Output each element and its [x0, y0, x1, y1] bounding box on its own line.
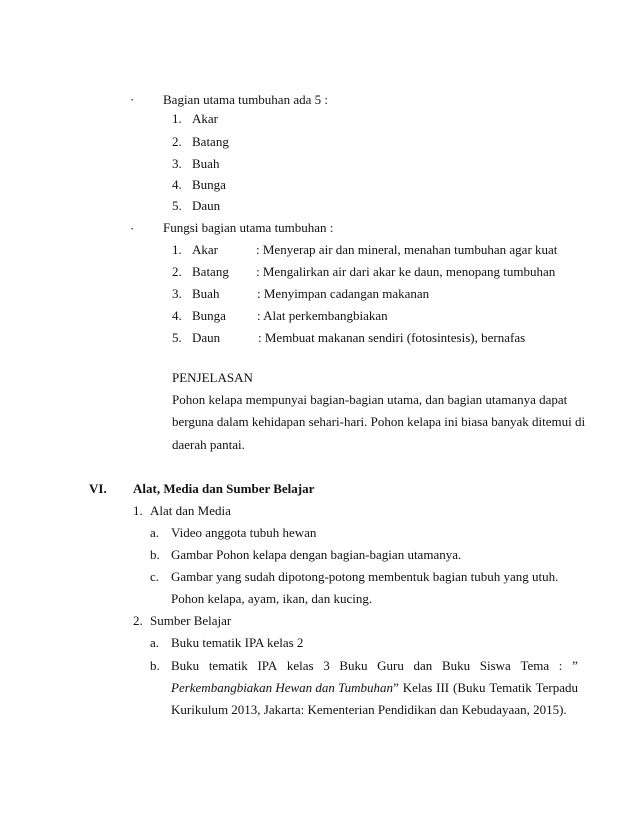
explanation-title: PENJELASAN: [172, 370, 253, 385]
list-item-letter: b.: [150, 658, 160, 673]
word: :: [558, 658, 563, 673]
list-item-number: 5.: [172, 330, 182, 345]
subsection-title: Alat dan Media: [150, 503, 231, 518]
word: ”: [572, 658, 578, 673]
list-item-letter: a.: [150, 635, 160, 650]
reference-line-1: [171, 658, 578, 674]
word: ”: [393, 680, 399, 695]
bullet-heading-functions: Fungsi bagian utama tumbuhan :: [163, 220, 334, 235]
explanation-line: daerah pantai.: [172, 437, 245, 452]
list-item: Gambar Pohon kelapa dengan bagian-bagian utamanya.: [171, 547, 462, 562]
list-item: Buah: [192, 156, 220, 171]
list-item: Bunga: [192, 177, 226, 192]
function-description: : Alat perkembangbiakan: [257, 308, 388, 323]
list-item-continuation: Pohon kelapa, ayam, ikan, dan kucing.: [171, 591, 373, 606]
word: (Buku: [452, 680, 486, 695]
word: Siswa: [479, 658, 511, 673]
function-description: : Mengalirkan air dari akar ke daun, menopang tumbuhan: [256, 264, 556, 279]
list-item-number: 2.: [172, 134, 182, 149]
bullet-marker: ·: [130, 221, 135, 236]
reference-line-2: [171, 680, 578, 696]
bullet-heading-parts: Bagian utama tumbuhan ada 5 :: [163, 92, 328, 107]
explanation-line: berguna dalam kehidapan sehari-hari. Pohon kelapa ini biasa banyak ditemui di: [172, 414, 586, 429]
list-item-number: 4.: [172, 177, 182, 192]
word: Kelas: [402, 680, 433, 695]
function-term: Batang: [192, 264, 229, 279]
word: IPA: [257, 658, 278, 673]
function-term: Bunga: [192, 308, 226, 323]
subsection-number: 1.: [133, 503, 143, 518]
list-item-number: 3.: [172, 156, 182, 171]
word: tematik: [208, 658, 248, 673]
book-title: Perkembangbiakan Hewan dan Tumbuhan: [171, 680, 394, 695]
word: 3: [323, 658, 330, 673]
list-item-number: 1.: [172, 111, 182, 126]
word: kelas: [286, 658, 314, 673]
list-item: Buku tematik IPA kelas 2: [171, 635, 304, 650]
word: Tematik: [489, 680, 532, 695]
list-item: Video anggota tubuh hewan: [171, 525, 317, 540]
function-term: Akar: [192, 242, 218, 257]
list-item-letter: b.: [150, 547, 160, 562]
function-description: : Menyimpan cadangan makanan: [257, 286, 430, 301]
list-item-number: 3.: [172, 286, 182, 301]
word: Guru: [377, 658, 404, 673]
word: Buku: [171, 658, 200, 673]
list-item-letter: c.: [150, 569, 160, 584]
section-title: Alat, Media dan Sumber Belajar: [133, 481, 315, 496]
list-item-number: 2.: [172, 264, 182, 279]
list-item: Daun: [192, 198, 221, 213]
explanation-line: Pohon kelapa mempunyai bagian-bagian utama, dan bagian utamanya dapat: [172, 392, 568, 407]
list-item: Gambar yang sudah dipotong-potong membentuk bagian tubuh yang utuh.: [171, 569, 559, 584]
function-term: Buah: [192, 286, 220, 301]
bullet-marker: ·: [130, 92, 135, 107]
list-item-number: 4.: [172, 308, 182, 323]
list-item-number: 1.: [172, 242, 182, 257]
function-description: : Membuat makanan sendiri (fotosintesis), bernafas: [258, 330, 526, 345]
list-item-number: 5.: [172, 198, 182, 213]
list-item: Batang: [192, 134, 229, 149]
section-number: VI.: [89, 481, 107, 496]
subsection-number: 2.: [133, 613, 143, 628]
list-item-letter: a.: [150, 525, 160, 540]
word: dan: [413, 658, 433, 673]
subsection-title: Sumber Belajar: [150, 613, 232, 628]
reference-line-3: Kurikulum 2013, Jakarta: Kementerian Pendidikan dan Kebudayaan, 2015).: [171, 702, 567, 717]
italic-title-group: [171, 680, 399, 696]
word: Tema: [520, 658, 550, 673]
function-description: : Menyerap air dan mineral, menahan tumbuhan agar kuat: [256, 242, 558, 257]
word: Buku: [441, 658, 471, 673]
word: III: [436, 680, 450, 695]
word: Buku: [339, 658, 368, 673]
function-term: Daun: [192, 330, 221, 345]
word: Terpadu: [535, 680, 578, 695]
list-item: Akar: [192, 111, 218, 126]
